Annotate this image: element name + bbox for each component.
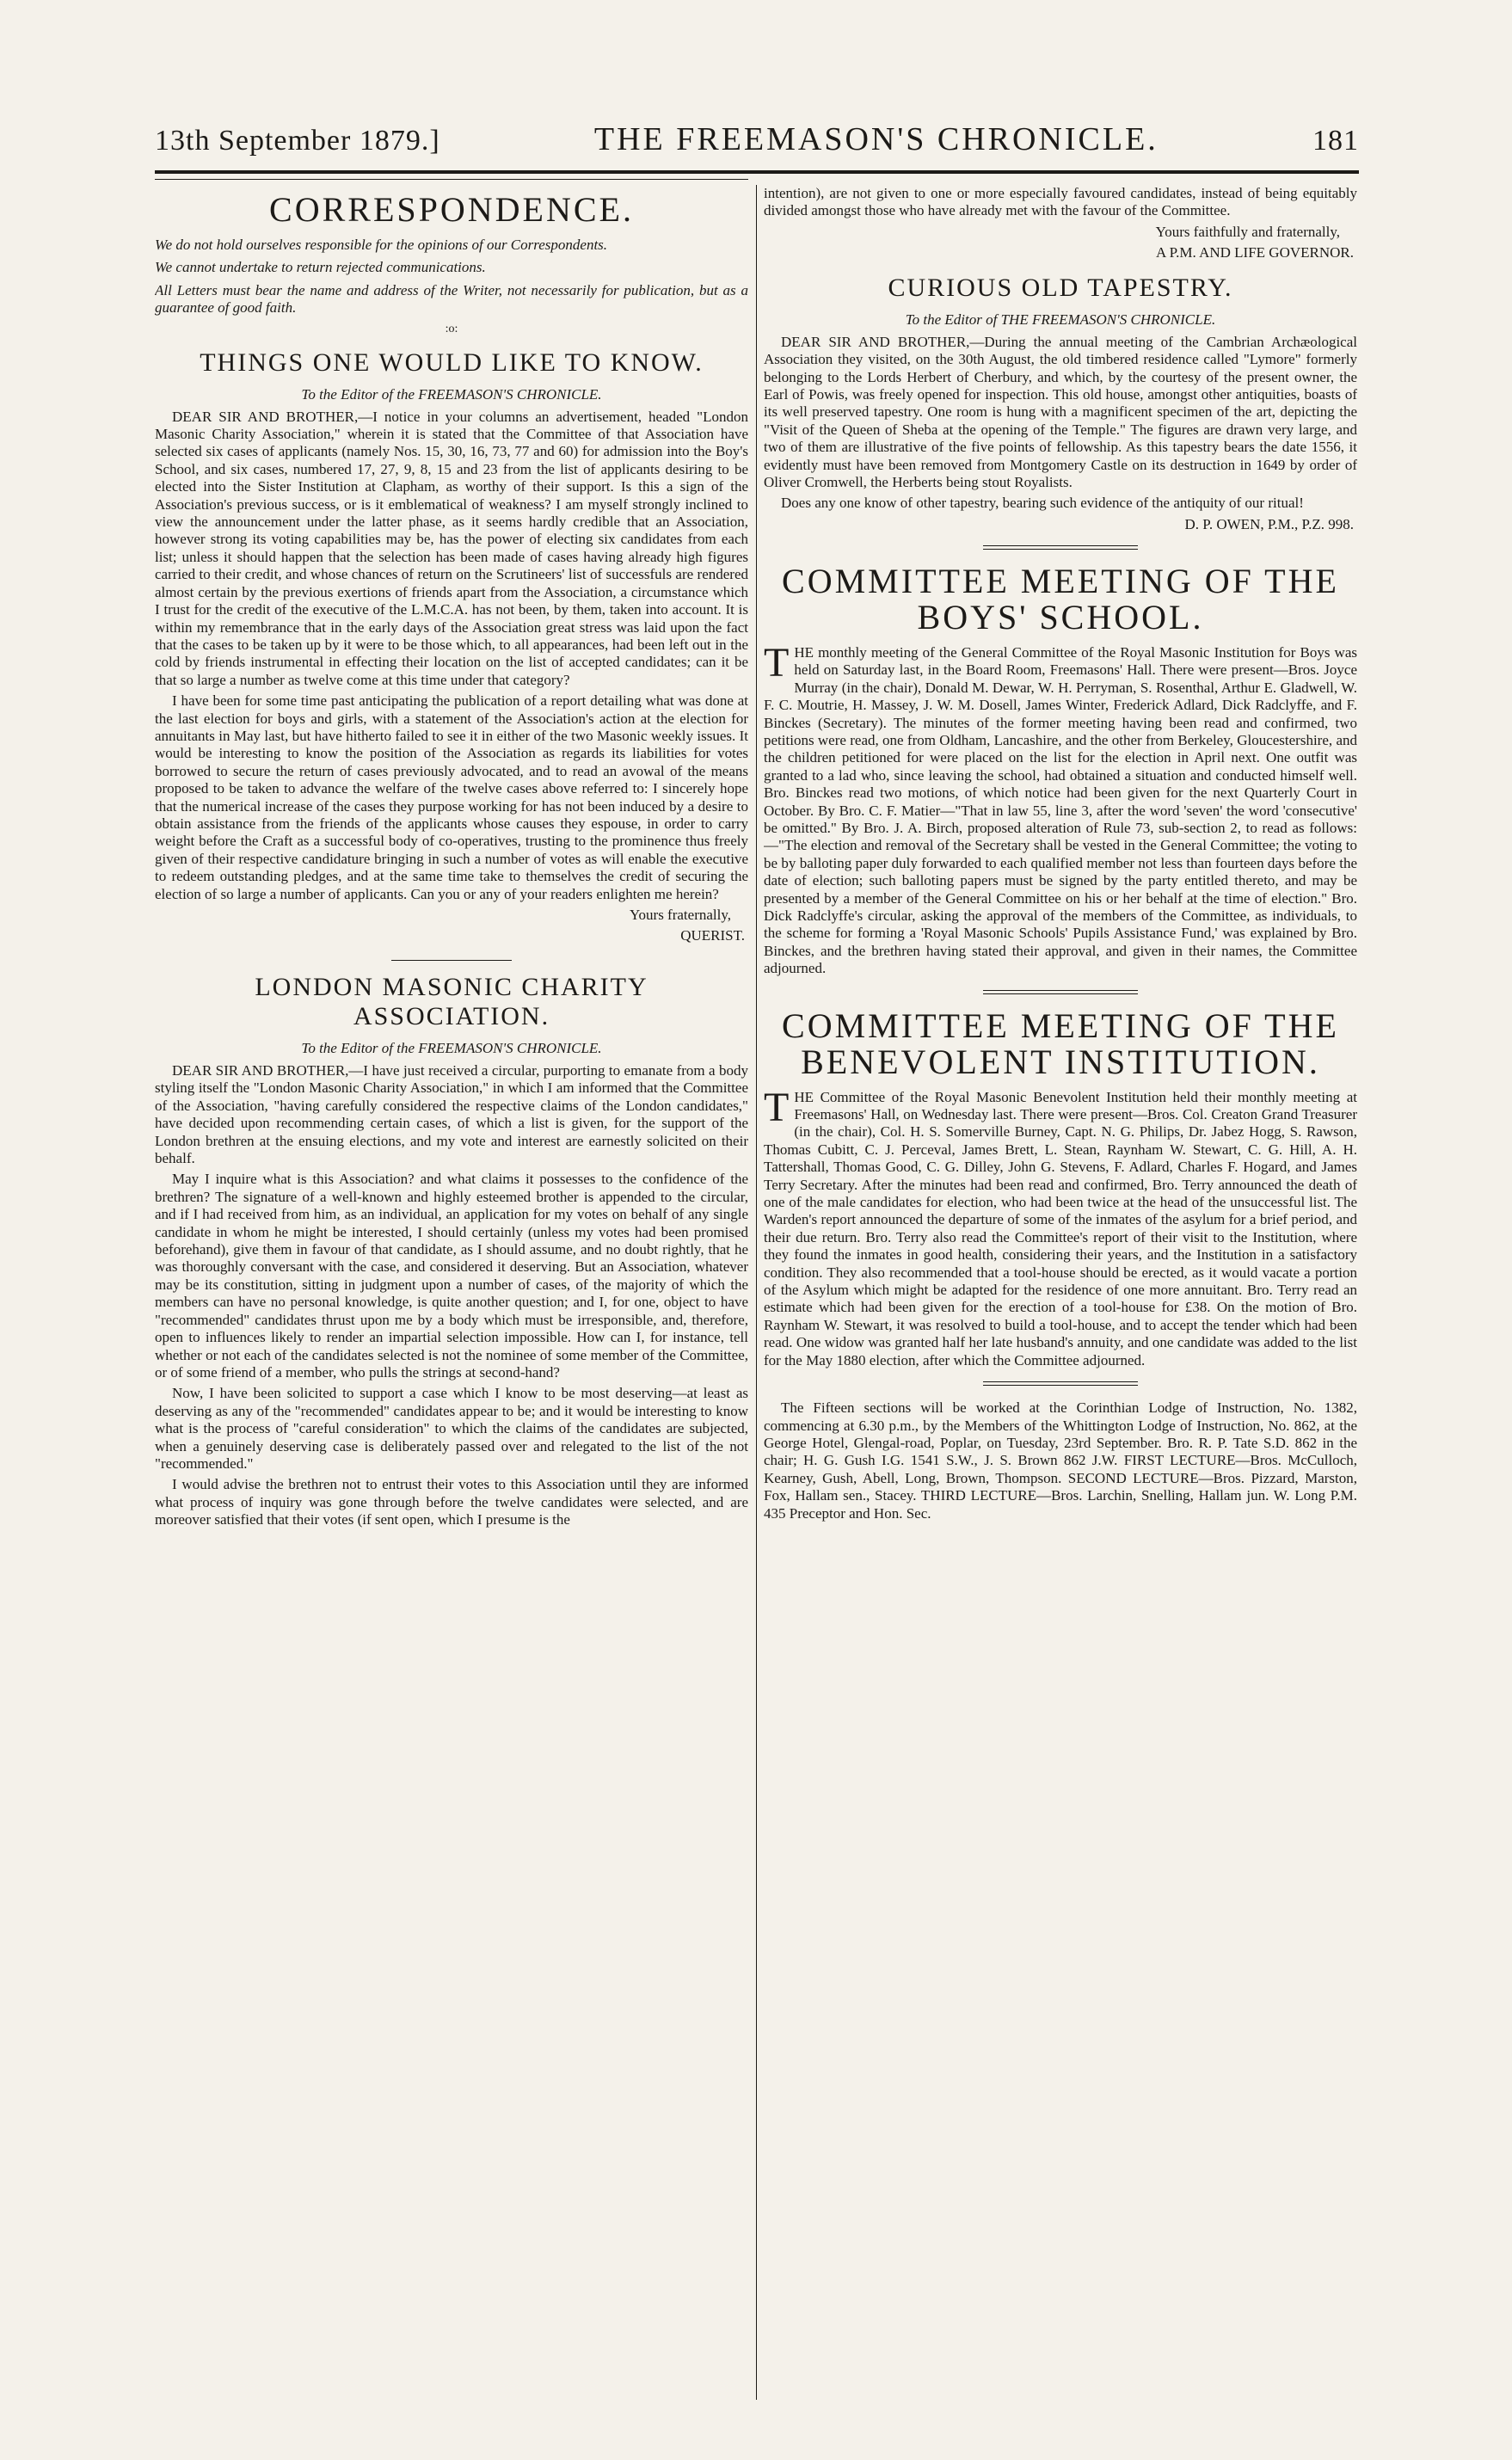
- page-number: 181: [1312, 125, 1359, 157]
- section-rule: [983, 545, 1138, 550]
- london-paragraph-1: DEAR SIR AND BROTHER,—I have just received a circular, purporting to emanate from a body styling itself the "London Masonic Charity Association," in which I am informed that the Committee of the Association, "having carefully considered the respective claims of the London candidates," have decided upon recommending certain cases, of which a list is given, for the support of the London brethren at the ensuing elections, and my vote and interest are earnestly solicited on their behalf.: [155, 1062, 748, 1167]
- boys-heading: COMMITTEE MEETING OF THE BOYS' SCHOOL.: [782, 561, 1339, 637]
- london-paragraph-2: May I inquire what is this Association? and what claims it possesses to the confidence of the brethren? The signature of a well-known and highly esteemed brother is appended to the circular, and if I had received from him, as an individual, an application for my votes on behalf of any single candidate in whom he might be interested, I should certainly (unless my votes had been promised beforehand), give them in favour of that candidate, as I should assume, and no doubt rightly, that he was thoroughly conversant with the case, and considered it deserving. But an Association, whatever may be its constitution, sitting in judgment upon a number of cases, of the majority of which the members can have no personal knowledge, is quite another question; and I, for one, object to have "recommended" candidates thrust upon me by a body which must be irresponsible, and, therefore, open to influences likely to render an impartial selection impossible. How can I, for instance, tell whether or not each of the candidates selected is not the nominee of some member of the Committee, or of some friend of a member, who pulls the strings at second-hand?: [155, 1171, 748, 1381]
- continued-closing: Yours faithfully and fraternally,: [1155, 223, 1340, 240]
- section-rule: [391, 960, 512, 961]
- correspondence-separator: :o:: [445, 322, 458, 335]
- benevolent-dropcap: T: [764, 1084, 790, 1130]
- continued-letter: intention), are not given to one or more especially favoured candidates, instead of being equitably divided amongst those who have already met with the favour of the Committee.: [764, 185, 1357, 219]
- benevolent-text: HE Committee of the Royal Masonic Benevolent Institution held their monthly meeting at Freemasons' Hall, on Wednesday last. There were present—Bros. Col. Creaton Grand Treasurer (in the chair), Col. H. S. Somerville Burney, Capt. N. G. Philips, Dr. Jabez Hogg, S. Rawson, Thomas Cubitt, C. J. Perceval, James Brett, L. Stean, Raynham W. Stewart, C. G. Hill, A. H. Tattershall, Thomas Good, C. G. Dilley, John G. Stevens, F. Adlard, Charles F. Hogard, and James Terry Secretary. After the minutes had been read and confirmed, Bro. Terry announced the death of one of the male candidates for election, who had been twice at the head of the unsuccessful list. The Warden's report announced the departure of some of the inmates of the asylum for a brief period, and their due return. Bro. Terry also read the Committee's report of their visit to the Institution, where they found the inmates in good health, considering their years, and the Institution in a satisfactory condition. They also recommended that a tool-house should be erected, as it would vacate a portion of the Asylum which might be adapted for the residence of one more annuitant. Bro. Terry read an estimate which had been given for the erection of a tool-house for £38. On the motion of Bro. Raynham W. Stewart, it was resolved to build a tool-house, and to accept the tender which had been read. One widow was granted half her late husband's annuity, and one candidate was added to the list for the May 1880 election, after which the Committee adjourned.: [764, 1088, 1357, 1368]
- masthead: [155, 120, 1359, 172]
- continued-signature: A P.M. AND LIFE GOVERNOR.: [1156, 243, 1354, 261]
- things-paragraph-1: DEAR SIR AND BROTHER,—I notice in your columns an advertisement, headed "London Masonic Charity Association," wherein it is stated that the Committee of that Association have selected six cases of applicants (namely Nos. 15, 30, 16, 73, 77 and 60) for admission into the Boy's School, and six cases, numbered 17, 27, 9, 8, 15 and 23 from the list of applicants desiring to be elected into the Sister Institution at Clapham, as worthy of their support. Is this a sign of the Association's previous success, or is it emblematical of weakness? I am myself strongly inclined to view the announcement under the latter phase, as it seems hardly credible that an Association, however strong its voting capabilities may be, has the power of electing six candidates from each list; unless it should happen that the selection has been made of cases having already high figures carried to their credit, and whose chances of return on the Scrutineers' list of successfuls are rendered almost certain by the previous exertions of friends apart from the Association, a circumstance which I trust for the credit of the executive of the L.M.C.A. has not been, by them, taken into account. It is within my remembrance that in the early days of the Association great stress was laid upon the fact that the cases to be taken up by it were to be those which, to all appearances, had been left out in the cold by friends instrumental in effecting their location on the list of accepted candidates; can it be that so large a number as twelve come at this time under that category?: [155, 408, 748, 688]
- masthead-rule-thin: [155, 179, 748, 180]
- boys-text: HE monthly meeting of the General Committee of the Royal Masonic Institution for Boys was held on Saturday last, in the Board Room, Freemasons' Hall. There were present—Bros. Joyce Murray (in the chair), Donald M. Dewar, W. H. Perryman, S. Rosenthal, Arthur E. Gladwell, W. F. C. Moutrie, H. Massey, J. W. M. Dosell, James Winter, Frederick Adlard, Dick Radclyffe, and F. Binckes (Secretary). The minutes of the former meeting having been read and confirmed, two petitions were read, one from Oldham, Lancashire, and the other from Berkeley, Gloucestershire, and the children petitioned for were placed on the list for the election in April next. One outfit was granted to a lad who, since leaving the school, had obtained a situation and conducted himself well. Bro. Binckes read two motions, of which notice had been given for the next Quarterly Court in October. By Bro. C. F. Matier—"That in law 55, line 3, after the word 'seven' the word 'consecutive' be omitted." By Bro. J. A. Birch, proposed alteration of Rule 73, sub-section 2, to read as follows:—"The election and removal of the Secretary shall be vested in the General Committee; the voting to be by balloting paper duly forwarded to each qualified member not less than fourteen days before the date of election; such balloting papers must be signed by the party entitled thereto, and may be presented by a member of the General Committee on his or her behalf at the time of election." Bro. Dick Radclyffe's circular, asking the approval of the members of the Committee, as individuals, to the scheme for forming a 'Royal Masonic Schools' Pupils Assistance Fund,' was explained by Bro. Binckes, and the brethren having stated their approval, and given in their names, the Committee adjourned.: [764, 643, 1357, 977]
- tapestry-signature: D. P. OWEN, P.M., P.Z. 998.: [1184, 515, 1354, 532]
- london-paragraph-4: I would advise the brethren not to entrust their votes to this Association until they are informed what process of inquiry was gone through before the twelve candidates were selected, and are moreover satisfied that their votes (if sent open, which I presume is the: [155, 1476, 748, 1528]
- correspondence-heading: CORRESPONDENCE.: [269, 190, 634, 229]
- things-closing: Yours fraternally,: [629, 907, 731, 923]
- boys-paragraph: [764, 639, 1357, 978]
- left-column: [155, 185, 748, 2400]
- things-heading: THINGS ONE WOULD LIKE TO KNOW.: [200, 347, 704, 377]
- things-to-editor: To the Editor of the FREEMASON'S CHRONICLE.: [301, 385, 602, 403]
- section-rule: [983, 1381, 1138, 1386]
- correspondence-notice-1: We do not hold ourselves responsible for the opinions of our Correspondents.: [155, 237, 608, 253]
- tapestry-heading: CURIOUS OLD TAPESTRY.: [888, 273, 1233, 302]
- things-signature: QUERIST.: [680, 927, 745, 944]
- correspondence-notice-3: All Letters must bear the name and address of the Writer, not necessarily for publication, but as a guarantee of good faith.: [155, 281, 748, 317]
- london-paragraph-3: Now, I have been solicited to support a case which I know to be most deserving—at least as deserving as any of the "recommended" candidates appear to be; and it would be interesting to know what is the process of "careful consideration" to which the claims of the candidates are subjected, when a genuinely deserving case is deliberately passed over and relegated to the list of the not "recommended.": [155, 1385, 748, 1472]
- benevolent-heading: COMMITTEE MEETING OF THE BENEVOLENT INSTITUTION.: [782, 1006, 1339, 1081]
- tapestry-to-editor: To the Editor of THE FREEMASON'S CHRONICLE.: [905, 311, 1216, 328]
- fifteen-sections-notice: The Fifteen sections will be worked at the Corinthian Lodge of Instruction, No. 1382, commencing at 6.30 p.m., by the Members of the Whittington Lodge of Instruction, No. 862, at the George Hotel, Glengal-road, Poplar, on Tuesday, 23rd September. Bro. R. P. Tate S.D. 862 in the chair; H. G. Gush I.G. 1541 S.W., J. S. Brown 862 J.W. FIRST LECTURE—Bros. McCulloch, Kearney, Gush, Abell, Long, Brown, Thompson. SECOND LECTURE—Bros. Pizzard, Marston, Fox, Hallam sen., Stacey. THIRD LECTURE—Bros. Larchin, Snelling, Hallam jun. W. Long P.M. 435 Preceptor and Hon. Sec.: [764, 1399, 1357, 1522]
- benevolent-paragraph: [764, 1084, 1357, 1370]
- london-to-editor: To the Editor of the FREEMASON'S CHRONICLE.: [301, 1040, 602, 1056]
- boys-dropcap: T: [764, 639, 790, 686]
- correspondence-notice-2: We cannot undertake to return rejected communications.: [155, 259, 486, 276]
- right-column: [764, 185, 1357, 2400]
- things-paragraph-2: I have been for some time past anticipating the publication of a report detailing what was done at the last election for boys and girls, with a statement of the Association's action at the election for annuitants in May last, but have hitherto failed to see it in either of the two Masonic weekly issues. It would be interesting to know the position of the Association as regards its liabilities for votes borrowed to secure the return of cases previously advocated, and to read an avowal of the means proposed to be taken to advance the welfare of the twelve cases above referred to: I sincerely hope that the numerical increase of the cases they purpose working for has not been induced by a desire to obtain assistance from the friends of the applicants whose causes they espouse, in order to carry weight before the Craft as a successful body of co-operatives, trusting to the prominence thus freely given of their respective candidature bringing in such a number of votes as will enable the executive to redeem outstanding pledges, and at the same time take to themselves the credit of securing the election of so large a number of applicants. Can you or any of your readers enlighten me herein?: [155, 692, 748, 902]
- tapestry-paragraph-2: Does any one know of other tapestry, bearing such evidence of the antiquity of our ritual!: [781, 495, 1304, 512]
- london-heading: LONDON MASONIC CHARITY ASSOCIATION.: [255, 973, 648, 1030]
- section-rule: [983, 990, 1138, 994]
- column-divider: [756, 185, 757, 2400]
- newspaper-title: THE FREEMASON'S CHRONICLE.: [593, 121, 1159, 157]
- masthead-rule: [155, 170, 1359, 174]
- issue-date: 13th September 1879.]: [155, 125, 440, 157]
- tapestry-paragraph-1: DEAR SIR AND BROTHER,—During the annual meeting of the Cambrian Archæological Association they visited, on the 30th August, the old timbered residence called "Lymore" formerly belonging to the Lords Herbert of Cherbury, and which, by the courtesy of the present owner, the Earl of Powis, was freely opened for inspection. This old house, amongst other antiquities, boasts of its well preserved tapestry. One room is hung with a magnificent specimen of the art, depicting the "Visit of the Queen of Sheba at the opening of the Temple." The figures are drawn very large, and two of them are illustrative of the five points of fellowship. As this tapestry bears the date 1556, it evidently must have been removed from Montgomery Castle on its destruction in 1649 by order of Oliver Cromwell, the Herberts being stout Royalists.: [764, 333, 1357, 491]
